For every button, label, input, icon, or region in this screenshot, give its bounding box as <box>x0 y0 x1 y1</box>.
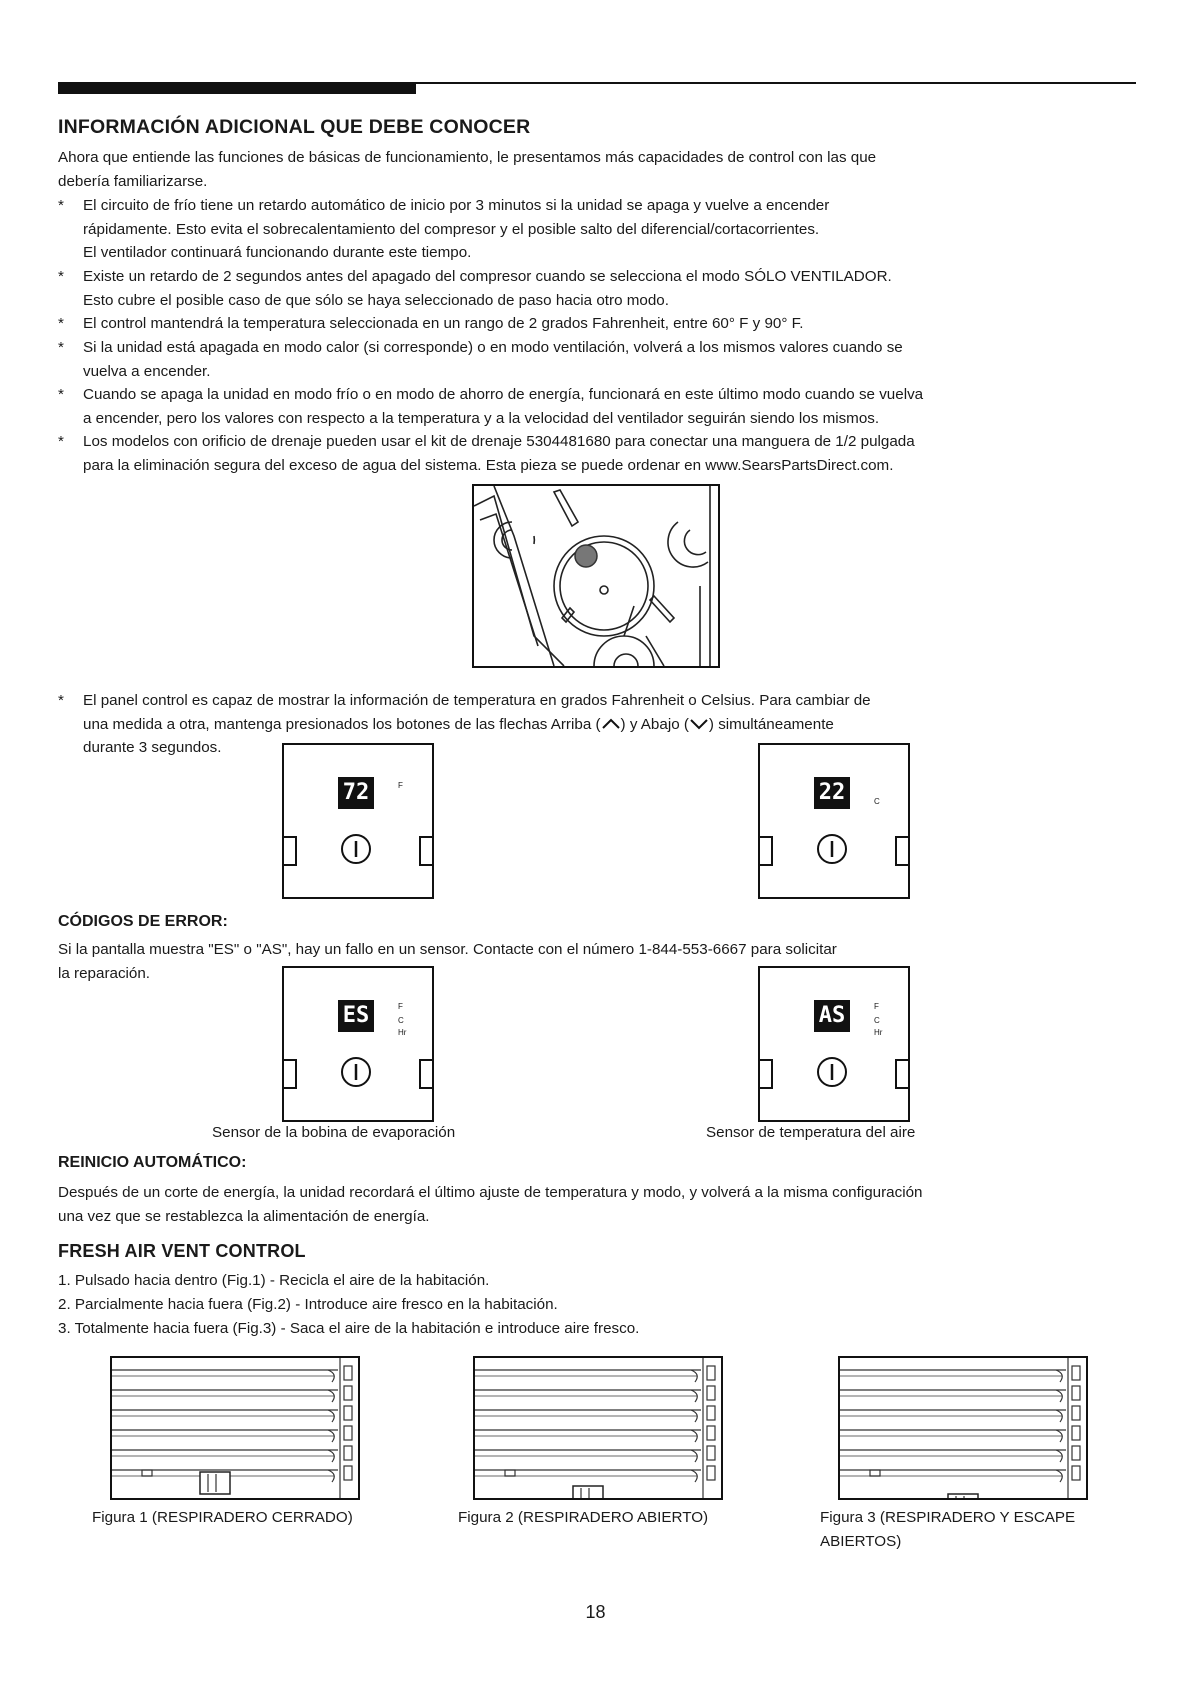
auto-restart-heading: REINICIO AUTOMÁTICO: <box>58 1154 247 1171</box>
figure-caption: Figura 2 (RESPIRADERO ABIERTO) <box>458 1509 709 1526</box>
header-rule-thin <box>416 82 1136 84</box>
bullet-line: Los modelos con orificio de drenaje pueden usar el kit de drenaje 5304481680 para conectar una manguera de 1/2 pulgada <box>83 433 915 450</box>
panel-buttons <box>284 745 432 897</box>
bullet-line: vuelva a encender. <box>83 362 211 380</box>
bullet-line: Cuando se apaga la unidad en modo frío o en modo de ahorro de energía, funcionará en este último modo cuando se vuelva <box>83 386 924 403</box>
bullet-item <box>58 336 1108 383</box>
bullet-line: El control mantendrá la temperatura seleccionada en un rango de 2 grados Fahrenheit, entre 60° F y 90° F. <box>83 315 804 332</box>
unit-label: F <box>398 1002 403 1011</box>
bullet-marker: * <box>58 268 64 285</box>
sensor-caption: Sensor de temperatura del aire <box>706 1124 916 1141</box>
intro-line: debería familiarizarse. <box>58 172 208 190</box>
control-panel-fahrenheit <box>282 743 434 899</box>
bullet-marker: * <box>58 315 64 332</box>
bullet-item <box>58 430 1108 477</box>
unit-label: Hr <box>874 1028 883 1037</box>
section-heading: INFORMACIÓN ADICIONAL QUE DEBE CONOCER <box>58 116 531 138</box>
bullet-line: rápidamente. Esto evita el sobrecalentamiento del compresor y el posible salto del diferencial/cortacorrientes. <box>83 220 820 238</box>
sensor-caption: Sensor de la bobina de evaporación <box>212 1124 456 1141</box>
bullet-line: El circuito de frío tiene un retardo automático de inicio por 3 minutos si la unidad se apaga y vuelve a encender <box>83 197 830 214</box>
power-button-icon[interactable] <box>816 833 848 865</box>
vent-figure-2 <box>473 1356 723 1500</box>
lcd-display: ES <box>338 1000 374 1032</box>
figure-caption: Figura 1 (RESPIRADERO CERRADO) <box>92 1509 353 1526</box>
header-rule-thick <box>58 82 416 94</box>
vent-louvers-illustration <box>475 1358 721 1498</box>
panel-buttons <box>760 968 908 1120</box>
bullet-item <box>58 383 1108 430</box>
control-panel-error-es <box>282 966 434 1122</box>
error-line: Si la pantalla muestra "ES" o "AS", hay un fallo en un sensor. Contacte con el número 1-844-553-6667 para solicitar <box>58 941 837 958</box>
drain-port-illustration <box>472 484 720 668</box>
bullet-line: Esto cubre el posible caso de que sólo se haya seleccionado de paso hacia otro modo. <box>83 291 669 309</box>
bullet-line: El ventilador continuará funcionando durante este tiempo. <box>83 244 472 261</box>
panel-buttons <box>284 968 432 1120</box>
unit-label: Hr <box>398 1028 407 1037</box>
bullet-line: para la eliminación segura del exceso de agua del sistema. Esta pieza se puede ordenar en www.SearsPartsDirect.com. <box>83 456 894 474</box>
unit-label: F <box>398 781 403 790</box>
bullet-text-part: una medida a otra, mantenga presionados los botones de las flechas Arriba ( <box>83 715 601 733</box>
vent-figure-3 <box>838 1356 1088 1500</box>
unit-label: C <box>398 1016 404 1025</box>
bullet-line: durante 3 segundos. <box>83 739 222 756</box>
bullet-item <box>58 312 1108 336</box>
bullet-line: Si la unidad está apagada en modo calor (si corresponde) o en modo ventilación, volverá a los mismos valores cuando se <box>83 339 903 356</box>
error-line: la reparación. <box>58 964 151 982</box>
restart-paragraph <box>58 1181 922 1228</box>
error-paragraph <box>58 938 837 985</box>
bullet-marker: * <box>58 197 64 214</box>
bullet-line: El panel control es capaz de mostrar la información de temperatura en grados Fahrenheit o Celsius. Para cambiar de <box>83 692 871 709</box>
figure-caption: ABIERTOS) <box>820 1533 902 1550</box>
bullet-item <box>58 265 1108 312</box>
bullet-line <box>83 713 1108 737</box>
vent-heading: FRESH AIR VENT CONTROL <box>58 1241 306 1261</box>
panel-buttons <box>760 745 908 897</box>
bullet-marker: * <box>58 386 64 403</box>
power-button-icon[interactable] <box>816 1056 848 1088</box>
restart-line: una vez que se restablezca la alimentación de energía. <box>58 1207 430 1225</box>
restart-line: Después de un corte de energía, la unidad recordará el último ajuste de temperatura y modo, y volverá a la misma configuración <box>58 1184 923 1201</box>
vent-step: 3. Totalmente hacia fuera (Fig.3) - Saca el aire de la habitación e introduce aire fresco. <box>58 1320 640 1337</box>
power-button-icon[interactable] <box>340 833 372 865</box>
unit-label: C <box>874 797 880 806</box>
lcd-display: AS <box>814 1000 850 1032</box>
intro-line: Ahora que entiende las funciones de básicas de funcionamiento, le presentamos más capacidades de control con las que <box>58 149 877 166</box>
lcd-display: 72 <box>338 777 374 809</box>
bullet-item <box>58 194 1108 265</box>
power-button-icon[interactable] <box>340 1056 372 1088</box>
page-number: 18 <box>585 1602 606 1622</box>
bullet-text-part: ) y Abajo ( <box>620 715 689 733</box>
bullet-marker: * <box>58 692 64 709</box>
up-arrow-icon <box>601 716 621 733</box>
unit-label: F <box>874 1002 879 1011</box>
figure-caption: Figura 3 (RESPIRADERO Y ESCAPE <box>820 1509 1076 1526</box>
bullet-text-part: ) simultáneamente <box>708 715 834 733</box>
control-panel-celsius <box>758 743 910 899</box>
error-codes-heading: CÓDIGOS DE ERROR: <box>58 913 228 930</box>
bullet-item <box>58 689 1108 760</box>
lcd-display: 22 <box>814 777 850 809</box>
drain-diagram <box>474 486 718 666</box>
unit-label: C <box>874 1016 880 1025</box>
bullet-line: a encender, pero los valores con respecto a la temperatura y a la velocidad del ventilador seguirán siendo los mismos. <box>83 409 880 427</box>
bullet-line: Existe un retardo de 2 segundos antes del apagado del compresor cuando se selecciona el modo SÓLO VENTILADOR. <box>83 268 892 285</box>
vent-step: 2. Parcialmente hacia fuera (Fig.2) - Introduce aire fresco en la habitación. <box>58 1296 558 1313</box>
bullet-marker: * <box>58 433 64 450</box>
vent-louvers-illustration <box>840 1358 1086 1498</box>
down-arrow-icon <box>689 716 709 733</box>
control-panel-error-as <box>758 966 910 1122</box>
vent-louvers-illustration <box>112 1358 358 1498</box>
vent-figure-1 <box>110 1356 360 1500</box>
intro-paragraph <box>58 146 876 193</box>
vent-step: 1. Pulsado hacia dentro (Fig.1) - Recicla el aire de la habitación. <box>58 1272 490 1289</box>
bullet-marker: * <box>58 339 64 356</box>
